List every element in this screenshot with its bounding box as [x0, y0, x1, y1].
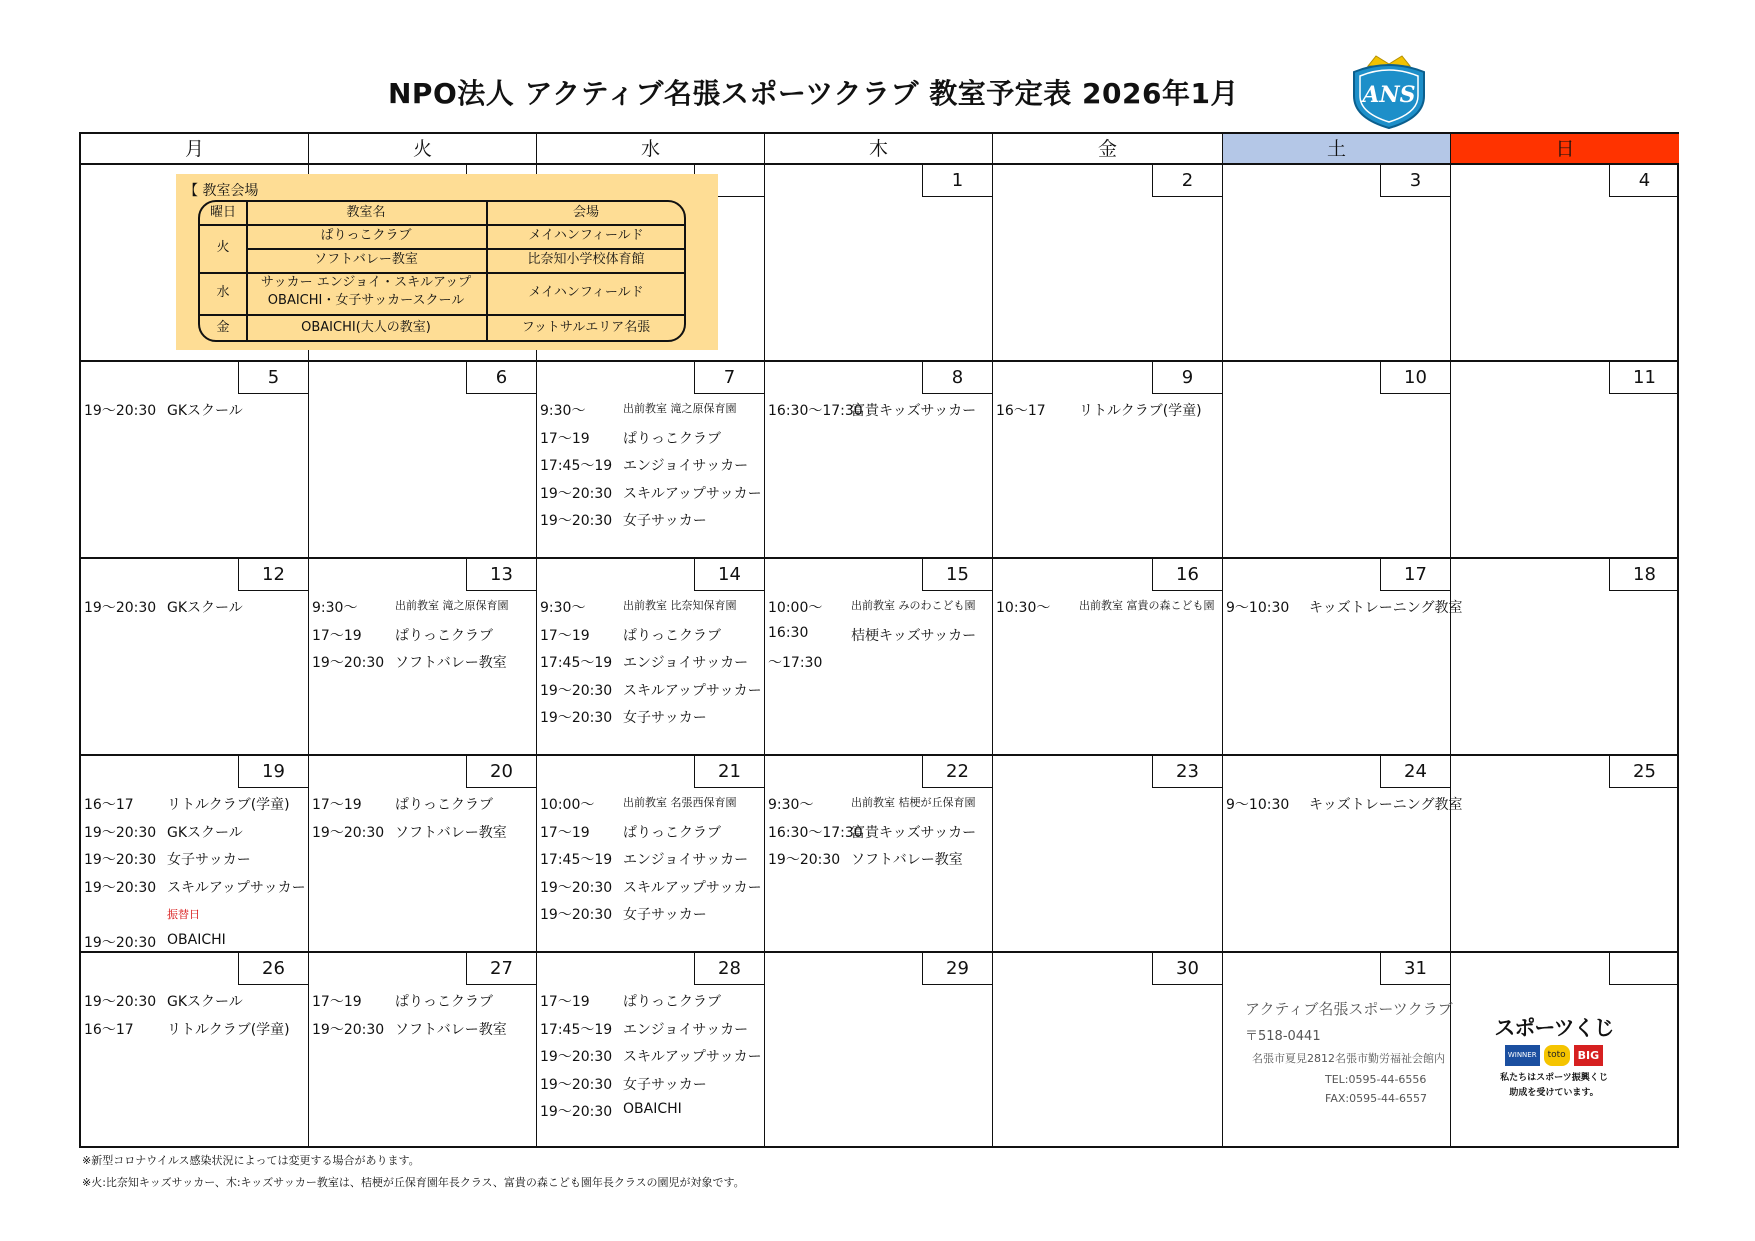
event-item	[84, 597, 243, 617]
event-time: 19～20:30	[540, 513, 613, 529]
legend-class: サッカー エンジョイ・スキルアップ	[260, 275, 472, 290]
event-name: 女子サッカー	[167, 852, 251, 868]
event-name: 出前教室 富貴の森こども園	[1079, 599, 1215, 612]
club-fax: FAX:0595-44-6557	[1325, 1092, 1428, 1105]
day-number: 16	[1152, 559, 1222, 591]
event-time: 19～20:30	[84, 600, 157, 616]
day-number: 17	[1380, 559, 1450, 591]
day-cell	[309, 756, 537, 953]
event-time: 17～19	[540, 627, 590, 644]
event-name: GKスクール	[167, 824, 243, 841]
event-name: リトルクラブ(学童)	[167, 797, 290, 813]
day-cell	[537, 953, 765, 1148]
day-number: 23	[1152, 756, 1222, 788]
day-number: 6	[466, 362, 536, 394]
big-icon: BIG	[1574, 1045, 1604, 1066]
legend-class: OBAICHI(大人の教室)	[301, 320, 431, 335]
event-item	[540, 991, 721, 1011]
day-number: 26	[238, 953, 308, 985]
event-item	[1226, 794, 1463, 814]
event-name: ソフトバレー教室	[395, 824, 507, 841]
day-cell	[993, 165, 1223, 362]
weekday-mon: 月	[81, 134, 309, 165]
day-number: 21	[694, 756, 764, 788]
event-time: 16～17	[996, 403, 1046, 419]
day-number: 20	[466, 756, 536, 788]
event-time: 16:30	[768, 624, 809, 641]
day-cell	[309, 362, 537, 559]
event-item	[84, 822, 243, 842]
day-cell	[765, 756, 993, 953]
sports-lottery-badge	[1490, 1012, 1618, 1108]
day-number: 1	[922, 165, 992, 197]
day-number: 18	[1609, 559, 1679, 591]
logo-text: ANS	[1362, 82, 1416, 108]
legend-header-day: 曜日	[209, 205, 236, 220]
legend-day: 水	[216, 285, 230, 300]
day-cell	[309, 953, 537, 1148]
event-time: 16:30～17:30	[768, 403, 863, 419]
event-time: 19～20:30	[312, 1021, 385, 1038]
day-cell	[309, 559, 537, 756]
weekday-thu: 木	[765, 134, 993, 165]
event-time: 17～19	[312, 627, 362, 644]
day-cell	[765, 362, 993, 559]
event-time: 19～20:30	[84, 934, 157, 951]
day-cell	[765, 953, 993, 1148]
event-time: 10:30～	[996, 600, 1051, 616]
event-time: 19～20:30	[540, 879, 613, 896]
event-name: ソフトバレー教室	[395, 1021, 507, 1038]
event-time: 19～20:30	[312, 655, 385, 671]
event-name: OBAICHI	[623, 1101, 682, 1117]
event-time: 17～19	[312, 994, 362, 1010]
day-cell	[537, 362, 765, 559]
event-time: 19～20:30	[312, 824, 385, 841]
legend-venue: 比奈知小学校体育館	[527, 252, 645, 267]
club-address: 名張市夏見2812名張市勤労福祉会館内	[1252, 1052, 1445, 1065]
day-number: 4	[1609, 165, 1679, 197]
event-name: 振替日	[167, 908, 200, 921]
legend-venue: メイハンフィールド	[528, 285, 644, 300]
event-name: 桔梗キッズサッカー	[851, 627, 977, 644]
venue-legend	[176, 174, 718, 350]
weekday-tue: 火	[309, 134, 537, 165]
event-name: OBAICHI	[167, 931, 226, 948]
event-name: スキルアップサッカー	[167, 879, 306, 896]
day-number: 14	[694, 559, 764, 591]
event-item	[540, 794, 737, 814]
event-time: 19～20:30	[540, 1104, 613, 1120]
weekday-sun: 日	[1451, 134, 1679, 165]
event-name: エンジョイサッカー	[623, 1021, 749, 1038]
day-number: 9	[1152, 362, 1222, 394]
day-cell	[81, 559, 309, 756]
event-name: エンジョイサッカー	[623, 655, 749, 671]
event-item	[768, 794, 976, 814]
lottery-line2: 助成を受けています。	[1509, 1088, 1599, 1098]
event-time: 9:30～	[768, 797, 814, 813]
legend-day: 火	[216, 240, 230, 255]
event-name: GKスクール	[167, 403, 243, 419]
event-time: 16:30～17:30	[768, 824, 863, 841]
day-number: 13	[466, 559, 536, 591]
legend-title: 【 教室会場	[184, 183, 259, 199]
event-time: 17:45～19	[540, 655, 613, 671]
legend-header-venue: 会場	[572, 205, 599, 220]
event-name: スキルアップサッカー	[623, 485, 762, 502]
event-name: 富貴キッズサッカー	[851, 403, 977, 419]
day-cell	[81, 362, 309, 559]
event-item	[84, 877, 306, 897]
event-name: 出前教室 滝之原保育園	[395, 599, 509, 612]
day-number: 10	[1380, 362, 1450, 394]
event-name: 富貴キッズサッカー	[851, 824, 977, 841]
event-item	[540, 849, 749, 869]
event-time: 19～20:30	[540, 485, 613, 502]
event-name: GKスクール	[167, 994, 243, 1010]
event-item	[312, 625, 493, 645]
day-number: 11	[1609, 362, 1679, 394]
event-item	[540, 400, 737, 420]
event-name: エンジョイサッカー	[623, 852, 749, 868]
event-item	[540, 483, 762, 503]
event-name: 女子サッカー	[623, 1076, 707, 1093]
event-time: 9:30～	[540, 403, 586, 419]
day-cell	[1223, 165, 1451, 362]
event-item	[84, 849, 251, 869]
day-number: 12	[238, 559, 308, 591]
event-name: リトルクラブ(学童)	[167, 1021, 290, 1038]
event-item	[768, 652, 822, 672]
event-time: 10:00～	[540, 797, 595, 813]
event-time: 19～20:30	[84, 994, 157, 1010]
event-time: 19～20:30	[540, 682, 613, 699]
event-time: 9:30～	[540, 600, 586, 616]
event-item	[312, 822, 507, 842]
legend-venue: メイハンフィールド	[528, 228, 644, 243]
event-item	[540, 680, 762, 700]
day-cell	[993, 953, 1223, 1148]
event-item	[540, 625, 721, 645]
event-name: 出前教室 滝之原保育園	[623, 402, 737, 415]
day-number: 29	[922, 953, 992, 985]
event-name: スキルアップサッカー	[623, 879, 762, 896]
event-name: ぱりっこクラブ	[623, 430, 721, 447]
event-item	[1226, 597, 1463, 617]
event-item	[84, 794, 290, 814]
event-item	[540, 877, 762, 897]
event-name: エンジョイサッカー	[623, 458, 749, 474]
lottery-line1: 私たちはスポーツ振興くじ	[1500, 1073, 1608, 1083]
day-cell	[1451, 559, 1679, 756]
event-item	[312, 652, 507, 672]
event-name: キッズトレーニング教室	[1309, 600, 1463, 616]
event-item	[540, 1101, 682, 1121]
footnote-2: ※火:比奈知キッズサッカー、木:キッズサッカー教室は、桔梗が丘保育園年長クラス、富貴の森こども園年長クラスの園児が対象です。	[82, 1176, 745, 1189]
legend-table	[198, 200, 686, 342]
day-number	[1609, 953, 1679, 985]
day-cell	[993, 559, 1223, 756]
event-time: 17:45～19	[540, 852, 613, 868]
event-name: ぱりっこクラブ	[623, 824, 721, 841]
event-item	[540, 652, 749, 672]
day-cell	[765, 165, 993, 362]
event-name: ぱりっこクラブ	[395, 797, 493, 813]
day-cell	[81, 756, 309, 953]
event-time: 16～17	[84, 797, 134, 813]
day-number: 15	[922, 559, 992, 591]
event-name: ソフトバレー教室	[395, 655, 507, 671]
winner-icon: WINNER	[1505, 1045, 1540, 1066]
event-name: ぱりっこクラブ	[395, 994, 493, 1010]
event-item	[768, 624, 977, 644]
event-name: ぱりっこクラブ	[623, 627, 721, 644]
event-time: ～17:30	[768, 655, 823, 671]
event-time: 19～20:30	[540, 1049, 613, 1065]
legend-venue: フットサルエリア名張	[521, 320, 651, 335]
day-cell	[537, 756, 765, 953]
event-name: 女子サッカー	[623, 907, 707, 923]
event-time: 17:45～19	[540, 1021, 613, 1038]
event-item	[768, 597, 976, 617]
event-time: 16～17	[84, 1021, 134, 1038]
weekday-fri: 金	[993, 134, 1223, 165]
event-name: 女子サッカー	[623, 710, 707, 726]
day-cell	[1223, 362, 1451, 559]
event-item	[768, 400, 977, 420]
day-number: 28	[694, 953, 764, 985]
event-time: 19～20:30	[84, 852, 157, 868]
day-number: 31	[1380, 953, 1450, 985]
event-time: 9～10:30	[1226, 600, 1290, 616]
event-time: 19～20:30	[768, 852, 841, 868]
event-item	[312, 597, 509, 617]
toto-icon: toto	[1544, 1045, 1570, 1066]
day-number: 27	[466, 953, 536, 985]
event-item	[540, 510, 707, 530]
event-time: 19～20:30	[84, 403, 157, 419]
event-name: スキルアップサッカー	[623, 1049, 762, 1065]
legend-header-class: 教室名	[346, 205, 386, 220]
event-name: 出前教室 みのわこども園	[851, 599, 976, 612]
event-time: 19～20:30	[540, 1076, 613, 1093]
event-time: 17～19	[540, 430, 590, 447]
event-time: 9～10:30	[1226, 797, 1290, 813]
event-item	[540, 1046, 762, 1066]
day-cell	[993, 362, 1223, 559]
event-time: 19～20:30	[84, 824, 157, 841]
day-number: 24	[1380, 756, 1450, 788]
legend-class: ぱりっこクラブ	[320, 228, 412, 243]
event-item	[540, 904, 707, 924]
event-name: ぱりっこクラブ	[395, 627, 493, 644]
event-item	[312, 1019, 507, 1039]
event-time: 19～20:30	[540, 907, 613, 923]
event-item	[540, 428, 721, 448]
event-name: ソフトバレー教室	[851, 852, 963, 868]
weekday-wed: 水	[537, 134, 765, 165]
event-time: 17～19	[540, 824, 590, 841]
event-name: 女子サッカー	[623, 513, 707, 529]
day-cell	[537, 559, 765, 756]
day-cell	[765, 559, 993, 756]
day-number: 8	[922, 362, 992, 394]
event-time: 10:00～	[768, 600, 823, 616]
day-number: 5	[238, 362, 308, 394]
event-name: キッズトレーニング教室	[1309, 797, 1463, 813]
event-time: 9:30～	[312, 600, 358, 616]
event-name: GKスクール	[167, 600, 243, 616]
event-name: ぱりっこクラブ	[623, 994, 721, 1010]
event-item	[540, 597, 737, 617]
event-name: 出前教室 比奈知保育園	[623, 599, 737, 612]
event-item	[84, 400, 243, 420]
event-name: 出前教室 名張西保育園	[623, 796, 737, 809]
day-number: 7	[694, 362, 764, 394]
weekday-sat: 土	[1223, 134, 1451, 165]
day-cell	[1451, 362, 1679, 559]
event-time: 17～19	[312, 797, 362, 813]
event-item	[540, 707, 707, 727]
footnote-1: ※新型コロナウイルス感染状況によっては変更する場合があります。	[82, 1154, 420, 1167]
event-item	[768, 849, 963, 869]
day-cell	[81, 953, 309, 1148]
club-zip: 〒518-0441	[1245, 1029, 1321, 1044]
day-number: 25	[1609, 756, 1679, 788]
legend-day: 金	[216, 320, 230, 335]
day-cell	[1223, 756, 1463, 953]
event-name: リトルクラブ(学童)	[1079, 403, 1202, 419]
event-item	[84, 991, 243, 1011]
event-time: 19～20:30	[84, 879, 157, 896]
page-title: NPO法人 アクティブ名張スポーツクラブ 教室予定表 2026年1月	[388, 77, 1239, 110]
lottery-brand: スポーツくじ	[1494, 1016, 1614, 1040]
event-name: スキルアップサッカー	[623, 682, 762, 699]
event-item	[996, 400, 1202, 420]
day-number: 19	[238, 756, 308, 788]
club-name: アクティブ名張スポーツクラブ	[1245, 1000, 1453, 1018]
day-cell	[1223, 559, 1463, 756]
event-item	[768, 822, 977, 842]
event-name: 出前教室 桔梗が丘保育園	[851, 796, 976, 809]
day-cell	[993, 756, 1223, 953]
day-number: 3	[1380, 165, 1450, 197]
day-cell	[1451, 756, 1679, 953]
event-item	[996, 597, 1215, 617]
legend-class: ソフトバレー教室	[314, 252, 418, 267]
event-time: 17～19	[540, 994, 590, 1010]
event-item	[84, 931, 226, 952]
event-time: 19～20:30	[540, 710, 613, 726]
event-item	[540, 1074, 707, 1094]
day-number: 30	[1152, 953, 1222, 985]
legend-class-line2: OBAICHI・女子サッカースクール	[267, 293, 465, 308]
event-item	[540, 455, 749, 475]
event-item	[540, 1019, 749, 1039]
event-item	[312, 991, 493, 1011]
day-cell	[1451, 165, 1679, 362]
day-number: 2	[1152, 165, 1222, 197]
event-item	[540, 822, 721, 842]
event-item	[84, 1019, 290, 1039]
club-tel: TEL:0595-44-6556	[1325, 1073, 1427, 1086]
event-item	[312, 794, 493, 814]
club-emblem-icon	[1346, 52, 1432, 132]
event-time: 17:45～19	[540, 458, 613, 474]
day-number: 22	[922, 756, 992, 788]
